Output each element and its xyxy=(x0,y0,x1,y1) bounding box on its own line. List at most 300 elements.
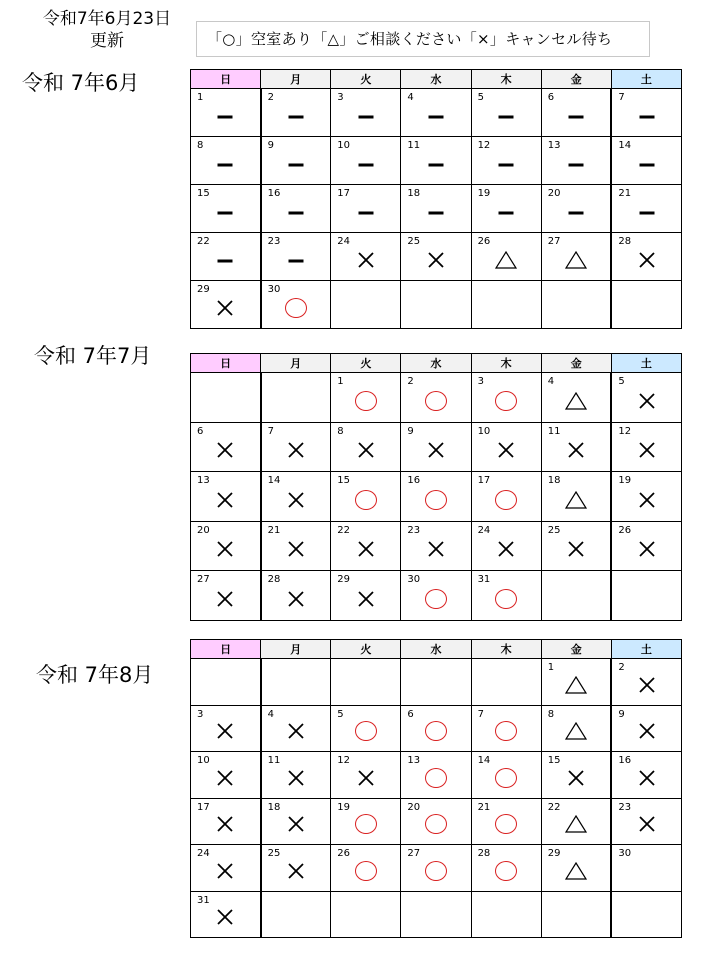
day-cell xyxy=(471,891,541,938)
day-cell xyxy=(541,185,611,233)
day-number: 12 xyxy=(337,755,351,766)
update-label: 更新 xyxy=(90,31,124,51)
day-cell xyxy=(261,422,331,472)
available-circle-icon xyxy=(425,814,447,834)
month-title-june: 令和 7年6月 xyxy=(22,71,140,95)
day-number: 8 xyxy=(337,425,344,437)
dash-mark-icon xyxy=(428,164,443,167)
day-cell xyxy=(471,137,541,185)
day-number: 3 xyxy=(337,92,344,103)
day-number: 20 xyxy=(547,188,561,199)
day-number: 19 xyxy=(337,801,351,813)
dash-mark-icon xyxy=(218,212,233,215)
weekday-header-saturday: 土 xyxy=(611,640,681,659)
day-cell xyxy=(401,705,471,752)
day-cell xyxy=(191,521,261,571)
day-number: 18 xyxy=(407,188,421,199)
day-cell xyxy=(331,845,401,892)
day-cell xyxy=(611,752,681,799)
day-cell xyxy=(541,89,611,137)
day-number: 14 xyxy=(267,475,281,486)
week-row xyxy=(191,472,682,522)
day-number: 26 xyxy=(337,848,351,859)
waitlist-cross-icon xyxy=(639,492,655,508)
day-cell xyxy=(541,659,611,706)
day-cell xyxy=(471,798,541,845)
day-number: 20 xyxy=(407,801,421,813)
week-row xyxy=(191,521,682,571)
dash-mark-icon xyxy=(569,116,584,119)
day-cell xyxy=(471,705,541,752)
day-cell xyxy=(541,233,611,281)
day-cell xyxy=(191,845,261,892)
dash-mark-icon xyxy=(218,116,233,119)
weekday-header-friday: 金 xyxy=(541,354,611,373)
day-number: 10 xyxy=(477,425,491,437)
waitlist-cross-icon xyxy=(428,442,444,458)
day-cell xyxy=(331,798,401,845)
waitlist-cross-icon xyxy=(498,442,514,458)
day-number: 3 xyxy=(197,708,204,720)
waitlist-cross-icon xyxy=(639,816,655,832)
week-row xyxy=(191,798,682,845)
day-number: 21 xyxy=(477,801,491,813)
day-cell xyxy=(261,89,331,137)
day-number: 25 xyxy=(407,236,421,247)
dash-mark-icon xyxy=(569,212,584,215)
day-number: 20 xyxy=(197,524,210,536)
day-cell xyxy=(331,185,401,233)
day-cell xyxy=(541,521,611,571)
waitlist-cross-icon xyxy=(428,252,444,268)
waitlist-cross-icon xyxy=(217,300,233,316)
day-cell xyxy=(261,705,331,752)
day-cell xyxy=(261,233,331,281)
day-cell xyxy=(261,798,331,845)
day-cell xyxy=(611,521,681,571)
day-number: 17 xyxy=(197,801,210,813)
month-title-august: 令和 7年8月 xyxy=(36,663,154,687)
day-cell xyxy=(191,571,261,621)
day-cell xyxy=(471,281,541,329)
weekday-header-row xyxy=(191,70,682,89)
day-number: 2 xyxy=(267,92,275,103)
available-circle-icon xyxy=(425,391,447,411)
waitlist-cross-icon xyxy=(358,541,374,557)
day-cell xyxy=(331,521,401,571)
day-cell xyxy=(261,281,331,329)
available-circle-icon xyxy=(355,391,377,411)
available-circle-icon xyxy=(355,721,377,741)
day-number: 1 xyxy=(197,92,204,103)
day-cell xyxy=(611,472,681,522)
day-cell xyxy=(471,845,541,892)
dash-mark-icon xyxy=(358,116,373,119)
day-cell xyxy=(401,891,471,938)
day-cell xyxy=(611,185,681,233)
weekday-header-friday: 金 xyxy=(541,70,611,89)
week-row xyxy=(191,281,682,329)
dash-mark-icon xyxy=(499,212,514,215)
day-number: 31 xyxy=(477,574,491,585)
day-number: 9 xyxy=(618,708,625,720)
dash-mark-icon xyxy=(428,116,443,119)
weekday-header-sunday: 日 xyxy=(191,640,261,659)
waitlist-cross-icon xyxy=(639,541,655,557)
update-date xyxy=(24,8,190,52)
waitlist-cross-icon xyxy=(568,541,584,557)
day-cell xyxy=(191,89,261,137)
day-number: 17 xyxy=(477,475,491,486)
day-cell xyxy=(611,845,681,892)
day-number: 13 xyxy=(407,755,421,766)
day-number: 16 xyxy=(267,188,281,199)
day-number: 22 xyxy=(547,801,561,813)
day-cell xyxy=(541,705,611,752)
weekday-header-sunday: 日 xyxy=(191,70,261,89)
day-cell xyxy=(331,281,401,329)
weekday-header-tuesday: 火 xyxy=(331,640,401,659)
day-number: 14 xyxy=(618,140,632,151)
day-cell xyxy=(471,233,541,281)
consult-triangle-icon xyxy=(565,862,587,880)
dash-mark-icon xyxy=(499,164,514,167)
day-number: 1 xyxy=(547,662,555,673)
available-circle-icon xyxy=(495,861,517,881)
day-cell xyxy=(261,845,331,892)
waitlist-cross-icon xyxy=(498,541,514,557)
day-number: 6 xyxy=(407,708,414,720)
day-cell xyxy=(471,659,541,706)
day-number: 11 xyxy=(267,755,281,766)
day-cell xyxy=(191,422,261,472)
day-number: 3 xyxy=(477,376,484,387)
waitlist-cross-icon xyxy=(217,863,233,879)
day-cell xyxy=(611,137,681,185)
day-cell xyxy=(331,571,401,621)
waitlist-cross-icon xyxy=(358,591,374,607)
day-number: 4 xyxy=(547,376,555,387)
weekday-header-wednesday: 水 xyxy=(401,70,471,89)
dash-mark-icon xyxy=(639,212,654,215)
day-cell xyxy=(471,752,541,799)
waitlist-cross-icon xyxy=(288,442,304,458)
dash-mark-icon xyxy=(218,164,233,167)
available-circle-icon xyxy=(355,814,377,834)
day-cell xyxy=(331,659,401,706)
day-number: 24 xyxy=(337,236,351,247)
day-cell xyxy=(611,798,681,845)
consult-triangle-icon xyxy=(565,676,587,694)
day-cell xyxy=(541,472,611,522)
day-cell xyxy=(191,472,261,522)
update-date-line: 令和7年6月23日 xyxy=(42,9,172,29)
weekday-header-tuesday: 火 xyxy=(331,354,401,373)
day-cell xyxy=(401,752,471,799)
day-cell xyxy=(541,373,611,423)
waitlist-cross-icon xyxy=(217,442,233,458)
day-number: 4 xyxy=(267,708,275,720)
day-cell xyxy=(191,373,261,423)
day-cell xyxy=(331,233,401,281)
day-number: 26 xyxy=(618,524,632,536)
dash-mark-icon xyxy=(358,164,373,167)
day-cell xyxy=(541,798,611,845)
day-cell xyxy=(191,281,261,329)
day-number: 15 xyxy=(197,188,210,199)
day-number: 19 xyxy=(618,475,632,486)
day-cell xyxy=(261,659,331,706)
waitlist-cross-icon xyxy=(217,492,233,508)
day-cell xyxy=(191,705,261,752)
day-cell xyxy=(401,373,471,423)
day-number: 28 xyxy=(618,236,632,247)
waitlist-cross-icon xyxy=(217,909,233,925)
day-number: 23 xyxy=(618,801,632,813)
weekday-header-thursday: 木 xyxy=(471,354,541,373)
day-number: 28 xyxy=(477,848,491,859)
day-cell xyxy=(611,281,681,329)
day-number: 5 xyxy=(618,376,625,387)
waitlist-cross-icon xyxy=(217,770,233,786)
consult-triangle-icon xyxy=(565,491,587,509)
day-cell xyxy=(541,571,611,621)
day-number: 24 xyxy=(477,524,491,536)
day-cell xyxy=(611,422,681,472)
available-circle-icon xyxy=(495,814,517,834)
day-cell xyxy=(541,281,611,329)
day-number: 7 xyxy=(477,708,484,720)
day-number: 9 xyxy=(267,140,275,151)
day-number: 13 xyxy=(547,140,561,151)
available-circle-icon xyxy=(495,490,517,510)
waitlist-cross-icon xyxy=(288,591,304,607)
day-number: 22 xyxy=(197,236,210,247)
waitlist-cross-icon xyxy=(639,770,655,786)
day-number: 7 xyxy=(267,425,275,437)
dash-mark-icon xyxy=(288,116,303,119)
dash-mark-icon xyxy=(218,260,233,263)
week-row xyxy=(191,705,682,752)
available-circle-icon xyxy=(425,768,447,788)
day-cell xyxy=(261,472,331,522)
available-circle-icon xyxy=(495,391,517,411)
day-cell xyxy=(471,571,541,621)
consult-triangle-icon xyxy=(565,251,587,269)
day-cell xyxy=(611,891,681,938)
weekday-header-thursday: 木 xyxy=(471,70,541,89)
day-number: 10 xyxy=(337,140,351,151)
day-cell xyxy=(261,373,331,423)
day-number: 21 xyxy=(618,188,632,199)
dash-mark-icon xyxy=(288,164,303,167)
consult-triangle-icon xyxy=(495,251,517,269)
waitlist-cross-icon xyxy=(639,393,655,409)
available-circle-icon xyxy=(425,721,447,741)
day-cell xyxy=(541,845,611,892)
day-cell xyxy=(331,752,401,799)
weekday-header-sunday: 日 xyxy=(191,354,261,373)
dash-mark-icon xyxy=(499,116,514,119)
day-number: 15 xyxy=(337,475,351,486)
day-number: 6 xyxy=(547,92,555,103)
day-number: 13 xyxy=(197,475,210,486)
day-number: 30 xyxy=(407,574,421,585)
day-number: 10 xyxy=(197,755,210,766)
day-number: 18 xyxy=(547,475,561,486)
waitlist-cross-icon xyxy=(358,442,374,458)
dash-mark-icon xyxy=(428,212,443,215)
day-number: 25 xyxy=(547,524,561,536)
available-circle-icon xyxy=(355,490,377,510)
calendar-june xyxy=(190,69,682,329)
waitlist-cross-icon xyxy=(288,492,304,508)
week-row xyxy=(191,89,682,137)
day-number: 5 xyxy=(337,708,344,720)
available-circle-icon xyxy=(495,721,517,741)
week-row xyxy=(191,891,682,938)
day-cell xyxy=(191,233,261,281)
availability-legend: 「○」空室あり「△」ご相談ください「×」キャンセル待ち xyxy=(196,21,650,57)
waitlist-cross-icon xyxy=(217,541,233,557)
dash-mark-icon xyxy=(639,164,654,167)
available-circle-icon xyxy=(425,589,447,609)
day-number: 5 xyxy=(477,92,484,103)
day-cell xyxy=(191,137,261,185)
day-number: 29 xyxy=(337,574,351,585)
dash-mark-icon xyxy=(569,164,584,167)
day-cell xyxy=(471,472,541,522)
available-circle-icon xyxy=(495,589,517,609)
day-cell xyxy=(471,373,541,423)
waitlist-cross-icon xyxy=(217,723,233,739)
day-cell xyxy=(261,521,331,571)
day-cell xyxy=(611,705,681,752)
week-row xyxy=(191,659,682,706)
calendar-july xyxy=(190,353,682,621)
waitlist-cross-icon xyxy=(568,442,584,458)
day-cell xyxy=(401,281,471,329)
day-cell xyxy=(471,89,541,137)
waitlist-cross-icon xyxy=(639,442,655,458)
waitlist-cross-icon xyxy=(288,541,304,557)
day-number: 29 xyxy=(197,284,210,295)
day-number: 8 xyxy=(197,140,204,151)
day-number: 12 xyxy=(477,140,491,151)
waitlist-cross-icon xyxy=(358,770,374,786)
dash-mark-icon xyxy=(639,116,654,119)
waitlist-cross-icon xyxy=(358,252,374,268)
day-cell xyxy=(611,233,681,281)
day-cell xyxy=(191,185,261,233)
day-cell xyxy=(401,233,471,281)
day-cell xyxy=(331,422,401,472)
dash-mark-icon xyxy=(288,212,303,215)
day-number: 12 xyxy=(618,425,632,437)
day-cell xyxy=(471,521,541,571)
day-cell xyxy=(611,373,681,423)
day-number: 15 xyxy=(547,755,561,766)
week-row xyxy=(191,845,682,892)
day-number: 6 xyxy=(197,425,204,437)
day-number: 14 xyxy=(477,755,491,766)
day-number: 29 xyxy=(547,848,561,859)
day-cell xyxy=(401,571,471,621)
day-cell xyxy=(541,891,611,938)
day-cell xyxy=(541,137,611,185)
weekday-header-saturday: 土 xyxy=(611,70,681,89)
week-row xyxy=(191,137,682,185)
weekday-header-saturday: 土 xyxy=(611,354,681,373)
available-circle-icon xyxy=(355,861,377,881)
day-number: 8 xyxy=(547,708,555,720)
day-number: 16 xyxy=(618,755,632,766)
day-number: 23 xyxy=(267,236,281,247)
weekday-header-monday: 月 xyxy=(261,70,331,89)
day-cell xyxy=(401,845,471,892)
waitlist-cross-icon xyxy=(568,770,584,786)
consult-triangle-icon xyxy=(565,815,587,833)
weekday-header-monday: 月 xyxy=(261,640,331,659)
day-number: 21 xyxy=(267,524,281,536)
weekday-header-monday: 月 xyxy=(261,354,331,373)
day-number: 30 xyxy=(618,848,632,859)
day-number: 28 xyxy=(267,574,281,585)
weekday-header-row xyxy=(191,640,682,659)
dash-mark-icon xyxy=(358,212,373,215)
week-row xyxy=(191,571,682,621)
weekday-header-wednesday: 水 xyxy=(401,354,471,373)
day-cell xyxy=(401,472,471,522)
day-number: 25 xyxy=(267,848,281,859)
waitlist-cross-icon xyxy=(217,591,233,607)
day-cell xyxy=(331,705,401,752)
day-number: 18 xyxy=(267,801,281,813)
day-number: 16 xyxy=(407,475,421,486)
day-number: 11 xyxy=(547,425,561,437)
weekday-header-thursday: 木 xyxy=(471,640,541,659)
day-cell xyxy=(611,571,681,621)
day-number: 17 xyxy=(337,188,351,199)
consult-triangle-icon xyxy=(565,392,587,410)
day-cell xyxy=(471,185,541,233)
day-number: 27 xyxy=(547,236,561,247)
day-cell xyxy=(401,422,471,472)
day-cell xyxy=(261,891,331,938)
waitlist-cross-icon xyxy=(639,252,655,268)
weekday-header-tuesday: 火 xyxy=(331,70,401,89)
day-number: 26 xyxy=(477,236,491,247)
day-cell xyxy=(401,89,471,137)
waitlist-cross-icon xyxy=(288,816,304,832)
available-circle-icon xyxy=(425,861,447,881)
day-cell xyxy=(261,752,331,799)
consult-triangle-icon xyxy=(565,722,587,740)
day-cell xyxy=(261,571,331,621)
day-cell xyxy=(331,89,401,137)
day-number: 9 xyxy=(407,425,414,437)
available-circle-icon xyxy=(495,768,517,788)
day-cell xyxy=(401,798,471,845)
day-cell xyxy=(191,752,261,799)
month-title-july: 令和 7年7月 xyxy=(34,344,152,368)
weekday-header-friday: 金 xyxy=(541,640,611,659)
day-number: 30 xyxy=(267,284,281,295)
day-number: 4 xyxy=(407,92,414,103)
day-number: 27 xyxy=(197,574,210,585)
day-cell xyxy=(611,659,681,706)
day-number: 31 xyxy=(197,894,210,906)
